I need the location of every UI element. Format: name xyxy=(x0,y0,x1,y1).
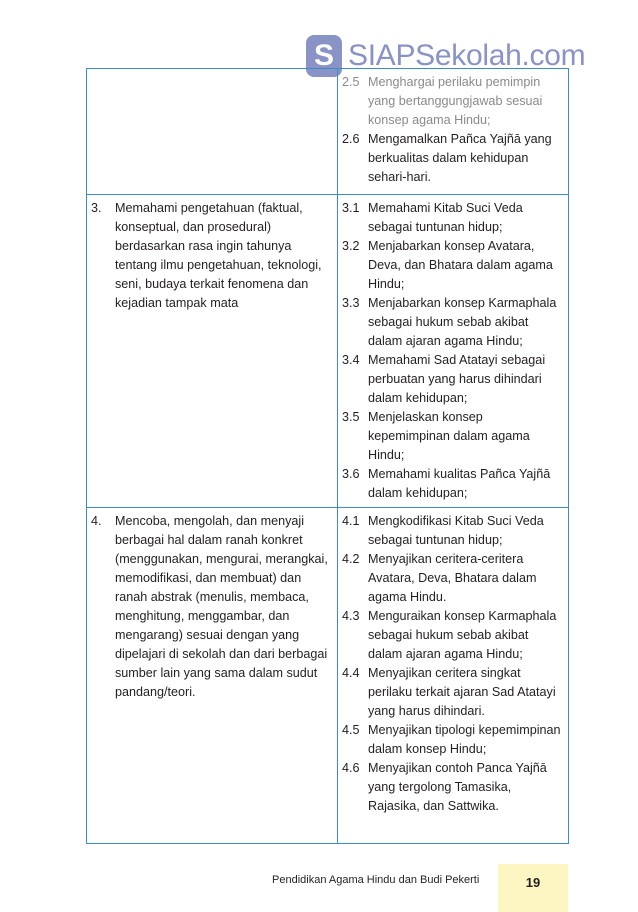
competency-table xyxy=(86,68,569,844)
kd-text: Menjabarkan konsep Avatara, Deva, dan Bhatara dalam agama Hindu; xyxy=(368,239,553,291)
kd-item xyxy=(342,465,564,503)
table-row xyxy=(87,195,569,508)
kd-text: Menghargai perilaku pemimpin yang bertanggungjawab sesuai konsep agama Hindu; xyxy=(368,75,543,127)
kd-number: 4.2 xyxy=(342,552,360,566)
kd-text: Menjabarkan konsep Karmaphala sebagai hukum sebab akibat dalam ajaran agama Hindu; xyxy=(368,296,557,348)
table-row xyxy=(87,69,569,195)
kd-item xyxy=(342,550,564,607)
kd-text: Menguraikan konsep Karmaphala sebagai hukum sebab akibat dalam ajaran agama Hindu; xyxy=(368,609,557,661)
kd-text: Menyajikan contoh Panca Yajñā yang tergolong Tamasika, Rajasika, dan Sattwika. xyxy=(368,761,547,813)
kd-item xyxy=(342,130,564,187)
kd-text: Memahami Sad Atatayi sebagai perbuatan yang harus dihindari dalam kehidupan; xyxy=(368,353,546,405)
kd-item xyxy=(342,607,564,664)
kd-item xyxy=(342,294,564,351)
kd-item xyxy=(342,512,564,550)
core-competency-cell xyxy=(87,69,338,195)
kd-number: 3.5 xyxy=(342,410,360,424)
page-number-box xyxy=(498,864,568,912)
basic-competency-cell xyxy=(338,508,569,844)
kd-text: Menyajikan ceritera singkat perilaku terkait ajaran Sad Atatayi yang harus dihindari. xyxy=(368,666,556,718)
kd-text: Menjelaskan konsep kepemimpinan dalam agama Hindu; xyxy=(368,410,530,462)
kd-number: 2.5 xyxy=(342,75,360,89)
kd-item xyxy=(342,199,564,237)
core-competency-cell xyxy=(87,508,338,844)
kd-item xyxy=(342,664,564,721)
kd-number: 3.4 xyxy=(342,353,360,367)
kd-text: Memahami kualitas Pañca Yajñā dalam kehidupan; xyxy=(368,467,551,500)
core-competency-cell xyxy=(87,195,338,508)
watermark-badge: S xyxy=(306,35,342,77)
ki-text: Memahami pengetahuan (faktual, konseptual, dan prosedural) berdasarkan rasa ingin tahunya tentang ilmu pengetahuan, teknologi, seni, budaya terkait fenomena dan kejadian tampak mata xyxy=(115,201,322,310)
kd-item xyxy=(342,351,564,408)
ki-number: 4. xyxy=(91,514,102,528)
kd-text: Menyajikan tipologi kepemimpinan dalam konsep Hindu; xyxy=(368,723,561,756)
kd-number: 4.1 xyxy=(342,514,360,528)
kd-item xyxy=(342,73,564,130)
kd-text: Menyajikan ceritera-ceritera Avatara, Deva, Bhatara dalam agama Hindu. xyxy=(368,552,537,604)
basic-competency-cell xyxy=(338,195,569,508)
kd-item xyxy=(342,759,564,816)
kd-item xyxy=(342,408,564,465)
page-number: 19 xyxy=(525,875,541,890)
kd-number: 4.6 xyxy=(342,761,360,775)
kd-number: 3.3 xyxy=(342,296,360,310)
kd-item xyxy=(342,237,564,294)
kd-number: 4.5 xyxy=(342,723,360,737)
kd-text: Mengamalkan Pañca Yajñā yang berkualitas dalam kehidupan sehari-hari. xyxy=(368,132,552,184)
kd-number: 3.1 xyxy=(342,201,360,215)
table-row xyxy=(87,508,569,844)
kd-item xyxy=(342,721,564,759)
watermark-text: SIAPSekolah.com xyxy=(348,39,586,72)
kd-text: Mengkodifikasi Kitab Suci Veda sebagai tuntunan hidup; xyxy=(368,514,544,547)
ki-text: Mencoba, mengolah, dan menyaji berbagai hal dalam ranah konkret (menggunakan, mengurai, merangkai, memodifikasi, dan membuat) dan ranah abstrak (menulis, membaca, menghitung, menggambar, dan mengarang) sesuai dengan yang dipelajari di sekolah dan dari berbagai sumber lain yang sama dalam sudut pandang/teori. xyxy=(115,514,328,699)
basic-competency-cell xyxy=(338,69,569,195)
kd-number: 4.4 xyxy=(342,666,360,680)
kd-text: Memahami Kitab Suci Veda sebagai tuntunan hidup; xyxy=(368,201,523,234)
ki-number: 3. xyxy=(91,201,102,215)
kd-number: 3.6 xyxy=(342,467,360,481)
kd-number: 3.2 xyxy=(342,239,360,253)
kd-number: 2.6 xyxy=(342,132,360,146)
kd-number: 4.3 xyxy=(342,609,360,623)
footer-book-title: Pendidikan Agama Hindu dan Budi Pekerti xyxy=(272,874,480,886)
